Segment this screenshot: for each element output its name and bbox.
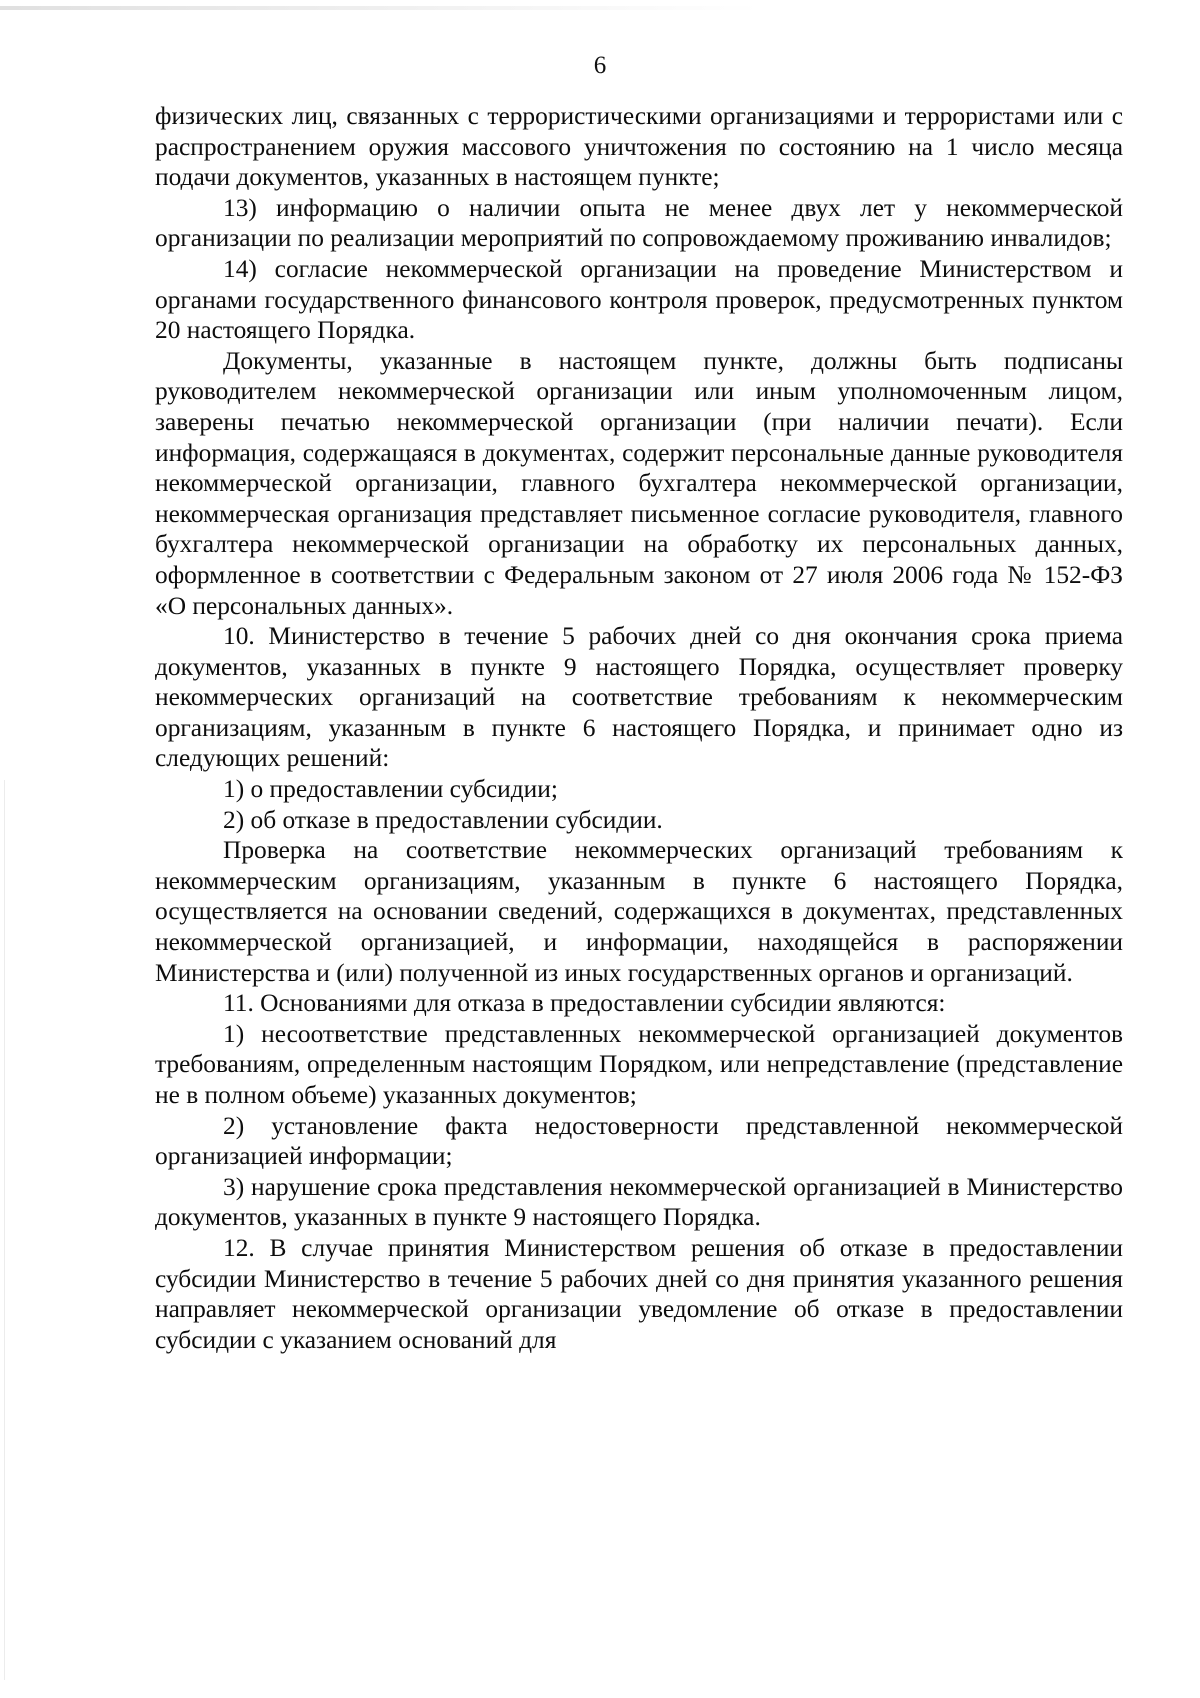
paragraph: 13) информацию о наличии опыта не менее двух лет у некоммерческой организации по реализации мероприятий по сопровождаемому проживанию инвалидов; bbox=[155, 193, 1123, 253]
paragraph: 12. В случае принятия Министерством решения об отказе в предоставлении субсидии Министерство в течение 5 рабочих дней со дня принятия указанного решения направляет некоммерческой организации уведомление об отказе в предоставлении субсидии с указанием оснований для bbox=[155, 1233, 1123, 1354]
paragraph: 11. Основаниями для отказа в предоставлении субсидии являются: bbox=[223, 989, 946, 1018]
list-item: 1) о предоставлении субсидии; bbox=[223, 775, 558, 804]
paragraph: Документы, указанные в настоящем пункте, должны быть подписаны руководителем некоммерческой организации или иным уполномоченным лицом, заверены печатью некоммерческой организации (при наличии печати). Если информация, содержащаяся в документах, содержит персональные данные руководителя некоммерческой организации, главного бухгалтера некоммерческой организации, некоммерческая организация представляет письменное согласие руководителя, главного бухгалтера некоммерческой организации на обработку их персональных данных, оформленное в соответствии с Федеральным законом от 27 июля 2006 года № 152-ФЗ «О персональных данных». bbox=[155, 346, 1123, 620]
document-body bbox=[155, 101, 1123, 1355]
list-item: 2) установление факта недостоверности представленной некоммерческой организацией информации; bbox=[155, 1111, 1123, 1171]
scan-artifact-top bbox=[0, 6, 760, 10]
page-number: 6 bbox=[593, 52, 607, 79]
paragraph: Проверка на соответствие некоммерческих организаций требованиям к некоммерческим организациям, указанным в пункте 6 настоящего Порядка, осуществляется на основании сведений, содержащихся в документах, представленных некоммерческой организацией, и информации, находящейся в распоряжении Министерства и (или) полученной из иных государственных органов и организаций. bbox=[155, 836, 1123, 987]
scan-artifact-left bbox=[4, 780, 5, 1680]
paragraph: 10. Министерство в течение 5 рабочих дней со дня окончания срока приема документов, указанных в пункте 9 настоящего Порядка, осуществляет проверку некоммерческих организаций на соответствие требованиям к некоммерческим организациям, указанным в пункте 6 настоящего Порядка, и принимает одно из следующих решений: bbox=[155, 622, 1123, 773]
list-item: 2) об отказе в предоставлении субсидии. bbox=[223, 805, 663, 834]
list-item: 1) несоответствие представленных некоммерческой организацией документов требованиям, определенным настоящим Порядком, или непредставление (представление не в полном объеме) указанных документов; bbox=[155, 1019, 1123, 1109]
list-item: 3) нарушение срока представления некоммерческой организацией в Министерство документов, указанных в пункте 9 настоящего Порядка. bbox=[155, 1172, 1123, 1232]
paragraph: 14) согласие некоммерческой организации на проведение Министерством и органами государственного финансового контроля проверок, предусмотренных пунктом 20 настоящего Порядка. bbox=[155, 254, 1123, 345]
paragraph: физических лиц, связанных с террористическими организациями и террористами или с распространением оружия массового уничтожения по состоянию на 1 число месяца подачи документов, указанных в настоящем пункте; bbox=[155, 102, 1123, 192]
